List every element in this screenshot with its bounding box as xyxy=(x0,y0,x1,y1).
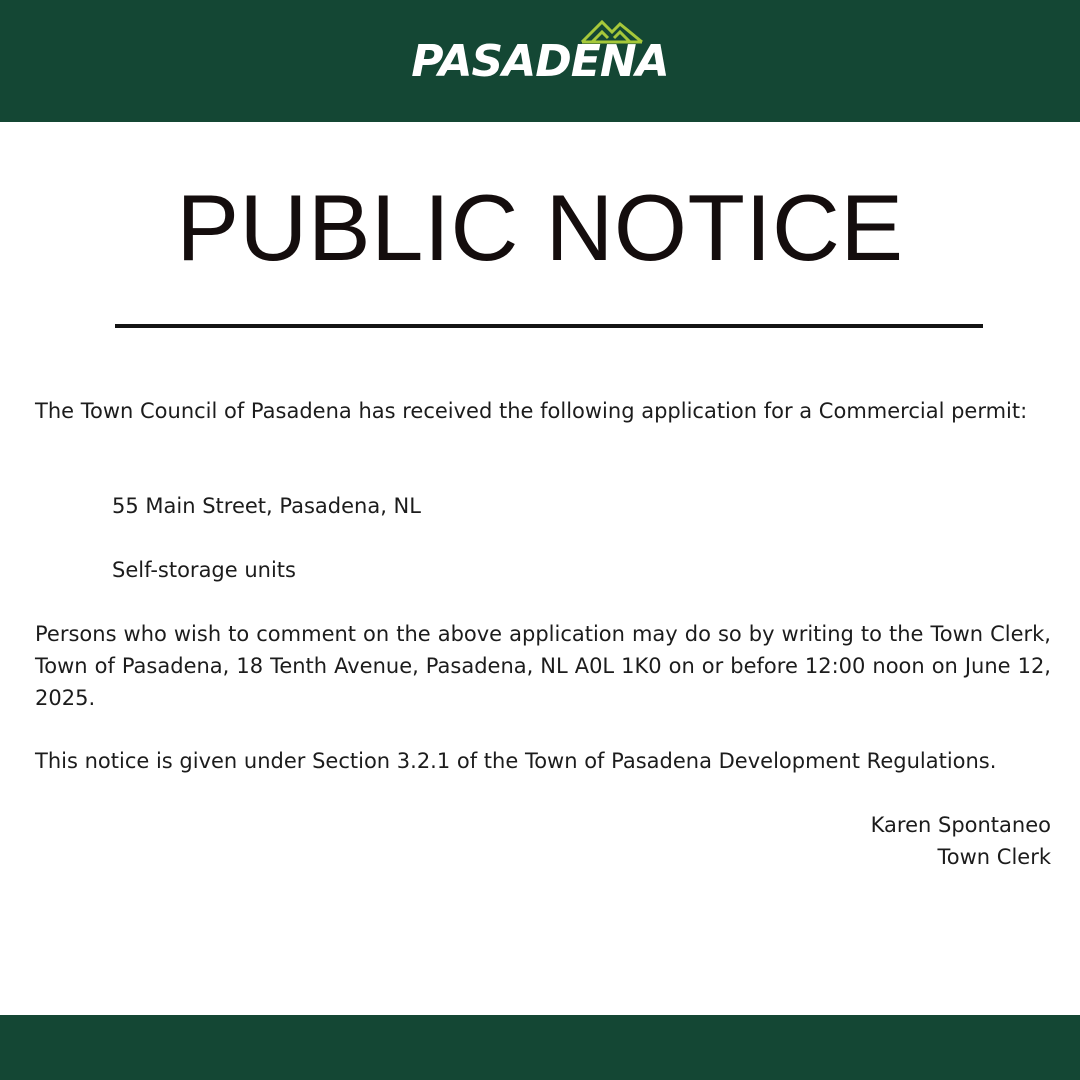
intro-paragraph: The Town Council of Pasadena has received the following application for a Commercial permit: xyxy=(35,399,1028,423)
title-divider xyxy=(115,324,983,328)
signatory-name: Karen Spontaneo xyxy=(870,813,1051,837)
notice-title: PUBLIC NOTICE xyxy=(176,175,904,280)
authority-paragraph: This notice is given under Section 3.2.1 of the Town of Pasadena Development Regulations. xyxy=(35,749,997,773)
header-band xyxy=(0,0,1080,122)
town-logo xyxy=(0,0,1080,122)
signatory-role: Town Clerk xyxy=(937,845,1051,869)
signature-block xyxy=(871,809,1051,873)
comment-paragraph: Persons who wish to comment on the above application may do so by writing to the Town Clerk, Town of Pasadena, 18 Tenth Avenue, Pasadena, NL A0L 1K0 on or before 12:00 noon on June 12, 2025. xyxy=(35,622,1051,710)
application-address: 55 Main Street, Pasadena, NL xyxy=(112,494,421,518)
footer-band xyxy=(0,1015,1080,1080)
application-use: Self-storage units xyxy=(112,558,296,582)
logo-wordmark: PASADENA xyxy=(411,36,669,87)
